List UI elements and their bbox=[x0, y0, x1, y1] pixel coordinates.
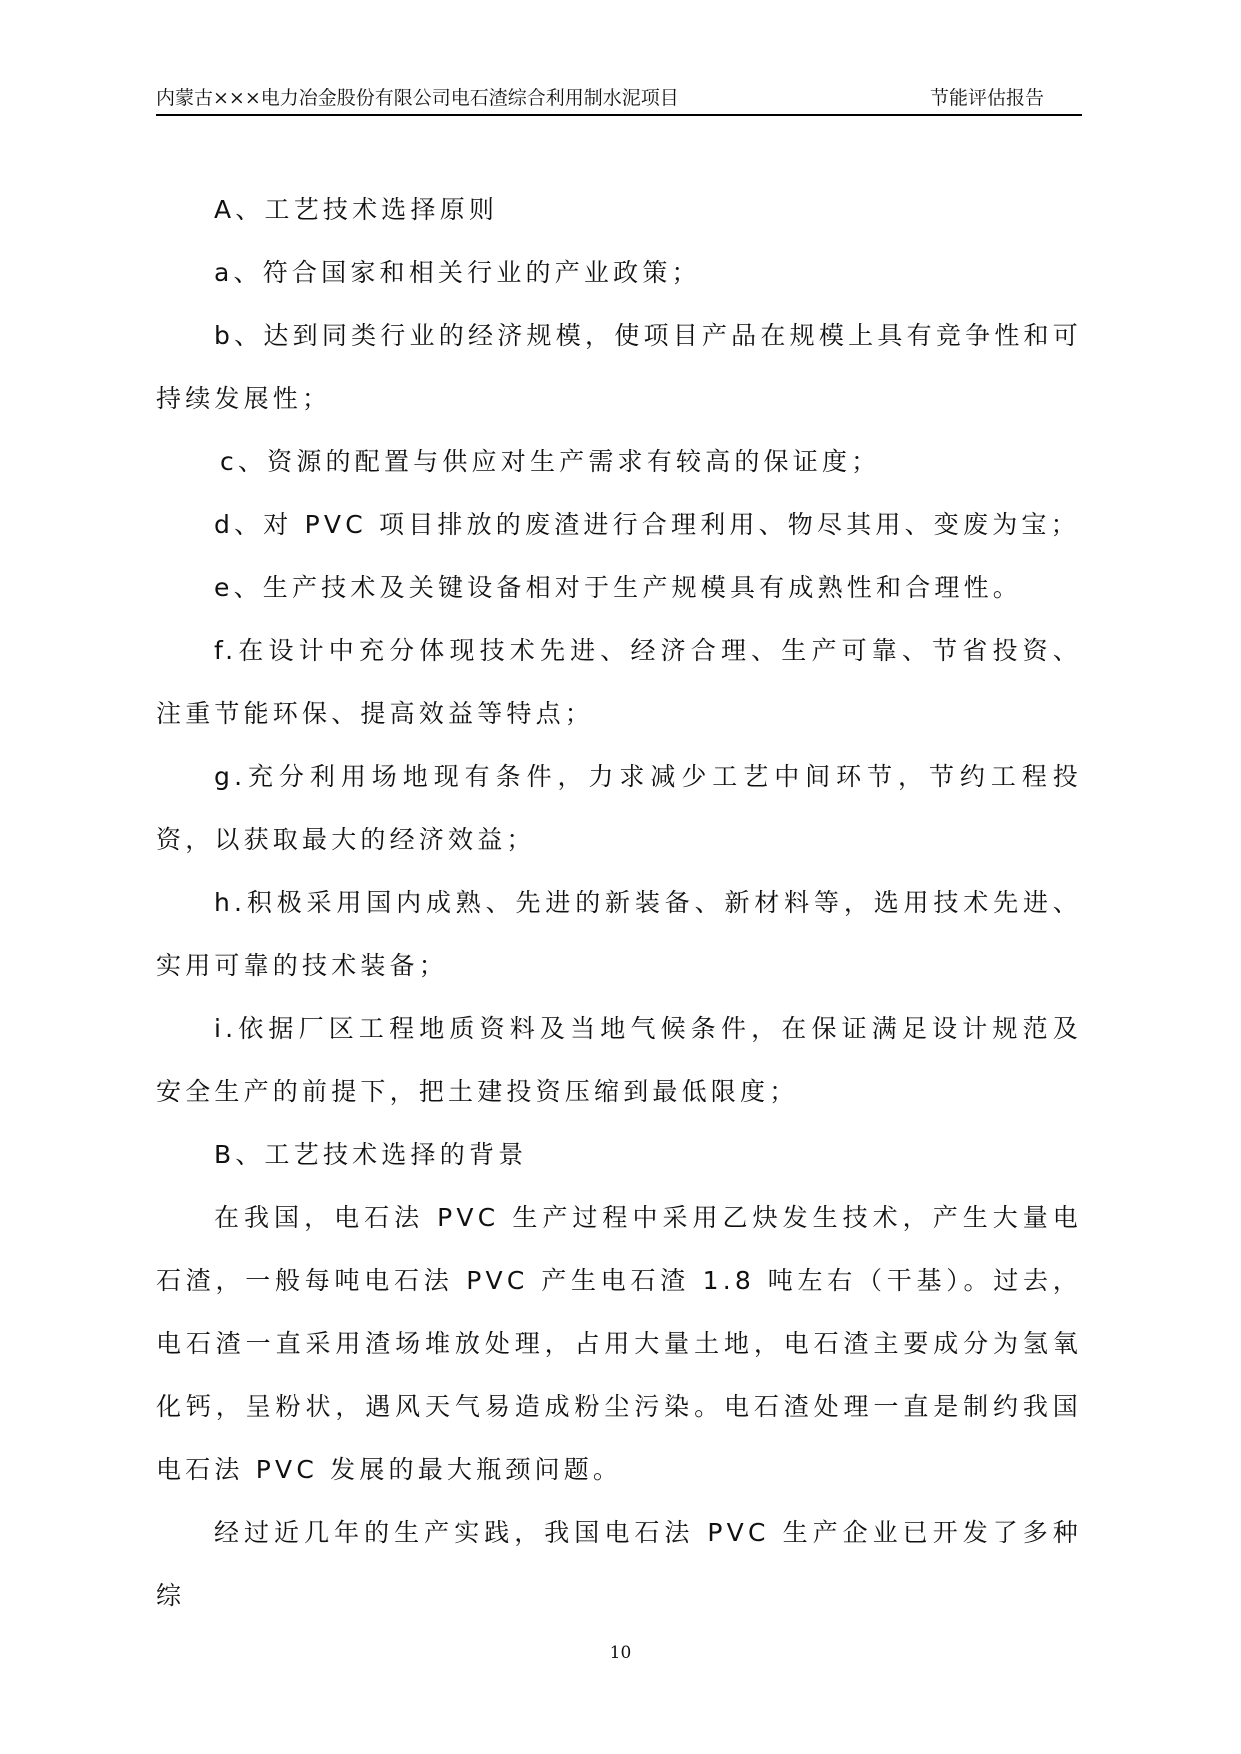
header-report-type: 节能评估报告 bbox=[929, 87, 1044, 109]
list-item-b: b、达到同类行业的经济规模，使项目产品在规模上具有竞争性和可持续发展性； bbox=[156, 321, 1082, 413]
document-body bbox=[156, 178, 1082, 1627]
list-item-i: i.依据厂区工程地质资料及当地气候条件，在保证满足设计规范及安全生产的前提下，把土建投资压缩到最低限度； bbox=[156, 1014, 1082, 1106]
list-item-e: e、生产技术及关键设备相对于生产规模具有成熟性和合理性。 bbox=[214, 573, 1022, 602]
page-number: 10 bbox=[609, 1643, 632, 1663]
body-paragraph: 经过近几年的生产实践，我国电石法 PVC 生产企业已开发了多种综 bbox=[156, 1518, 1082, 1610]
list-item-c: c、资源的配置与供应对生产需求有较高的保证度； bbox=[220, 447, 881, 476]
list-item-f: f.在设计中充分体现技术先进、经济合理、生产可靠、节省投资、注重节能环保、提高效益等特点； bbox=[156, 636, 1082, 728]
section-heading-a: A、工艺技术选择原则 bbox=[214, 195, 499, 224]
page-header bbox=[156, 82, 1082, 116]
list-item-a: a、符合国家和相关行业的产业政策； bbox=[214, 258, 701, 287]
section-heading-b: B、工艺技术选择的背景 bbox=[214, 1140, 528, 1169]
list-item-h: h.积极采用国内成熟、先进的新装备、新材料等，选用技术先进、实用可靠的技术装备； bbox=[156, 888, 1082, 980]
header-document-title: 内蒙古×××电力冶金股份有限公司电石渣综合利用制水泥项目 bbox=[156, 87, 679, 109]
list-item-g: g.充分利用场地现有条件，力求减少工艺中间环节，节约工程投资，以获取最大的经济效益； bbox=[156, 762, 1082, 854]
body-paragraph: 在我国，电石法 PVC 生产过程中采用乙炔发生技术，产生大量电石渣，一般每吨电石法 PVC 产生电石渣 1.8 吨左右（干基）。过去，电石渣一直采用渣场堆放处理，占用大量土地，电石渣主要成分为氢氧化钙，呈粉状，遇风天气易造成粉尘污染。电石渣处理一直是制约我国电石法 PVC 发展的最大瓶颈问题。 bbox=[156, 1203, 1082, 1484]
list-item-d: d、对 PVC 项目排放的废渣进行合理利用、物尽其用、变废为宝； bbox=[214, 510, 1080, 539]
